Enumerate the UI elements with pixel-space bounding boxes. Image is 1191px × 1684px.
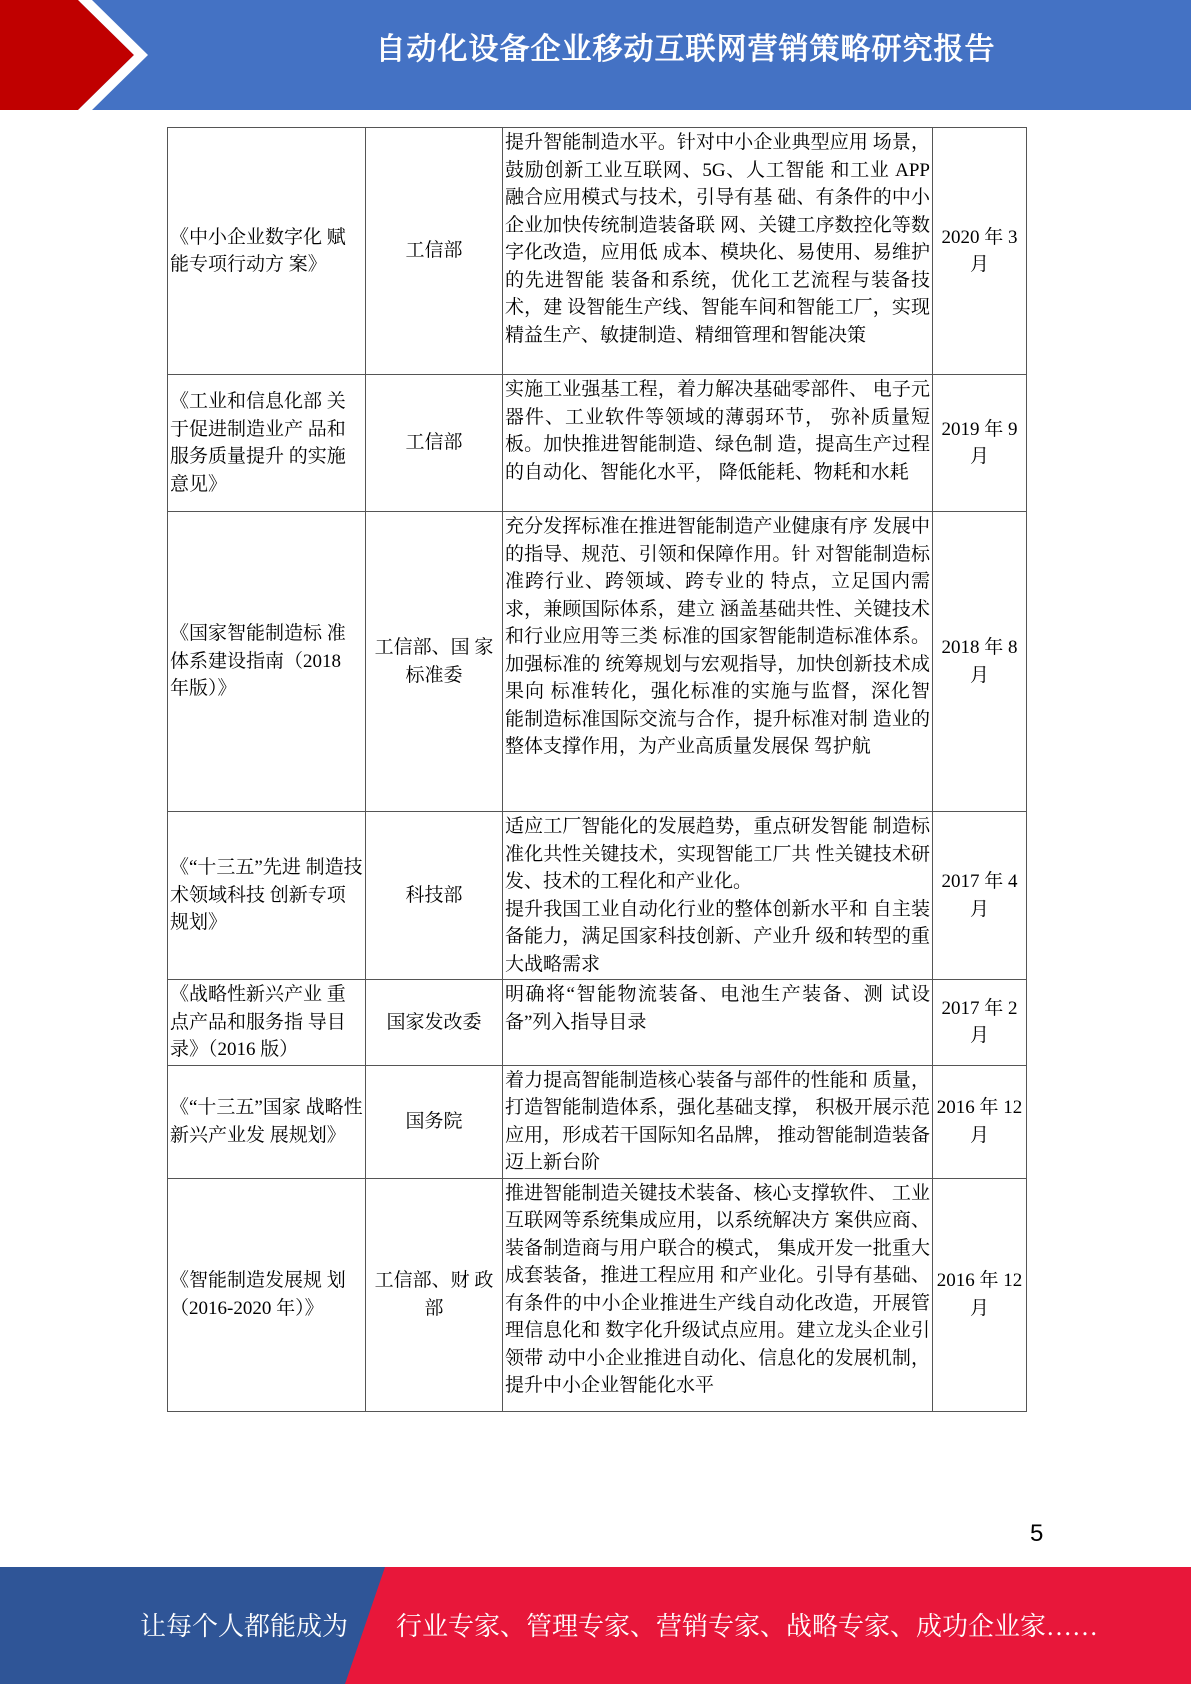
table-row [168, 128, 1027, 375]
header-chevron-icon [0, 0, 160, 110]
policy-content-para1: 适应工厂智能化的发展趋势，重点研发智能 制造标准化共性关键技术，实现智能工厂共 性关键技术研发、技术的工程化和产业化。 [505, 816, 930, 892]
page-number: 5 [1030, 1520, 1044, 1547]
policy-name: 《中小企业数字化 赋能专项行动方 案》 [168, 128, 366, 375]
table-row [168, 375, 1027, 512]
table-row [168, 512, 1027, 812]
policy-date: 2016 年 12 月 [933, 1065, 1027, 1178]
policy-name: 《战略性新兴产业 重点产品和服务指 导目录》（2016 版） [168, 980, 366, 1066]
policy-content-para2: 提升我国工业自动化行业的整体创新水平和 自主装备能力，满足国家科技创新、产业升 级和转型的重大战略需求 [505, 898, 930, 975]
policy-content [503, 1178, 933, 1411]
table-row [168, 1065, 1027, 1178]
page-header [0, 0, 1191, 110]
policy-content: 明确将“智能物流装备、电池生产装备、测 试设备”列入指导目录 [503, 980, 933, 1066]
policy-date: 2019 年 9 月 [933, 375, 1027, 512]
policy-dept: 科技部 [366, 812, 503, 980]
policy-date: 2020 年 3 月 [933, 128, 1027, 375]
policy-dept: 工信部、财 政部 [366, 1178, 503, 1411]
table-row [168, 980, 1027, 1066]
policy-date: 2017 年 2 月 [933, 980, 1027, 1066]
policy-date: 2017 年 4 月 [933, 812, 1027, 980]
policy-content-clip: 推进智能制造关键技术装备、核心支撑软件、 工业互联网等系统集成应用，以系统解决方 案供应商、装备制造商与用户联合的模式， 集成开发一批重大成套装备，推进工程应用 和产业化。引导有基础、有条件的中小企业推进生产线自动化改造，开展管理信息化和 数字化升级试点应用。建立龙头企业引领带 动中小企业推进自动化、信息化的发展机制， 提升中小企业智能化水平 [505, 1182, 930, 1396]
footer-slogan-left: 让每个人都能成为 [140, 1612, 349, 1641]
policy-name: 《智能制造发展规 划（2016-2020 年）》 [168, 1178, 366, 1411]
policy-dept: 国家发改委 [366, 980, 503, 1066]
policy-content: 着力提高智能制造核心装备与部件的性能和 质量，打造智能制造体系，强化基础支撑， 积极开展示范应用，形成若干国际知名品牌， 推动智能制造装备迈上新台阶 [503, 1065, 933, 1178]
policy-name: 《国家智能制造标 准体系建设指南（2018 年版）》 [168, 512, 366, 812]
table-row [168, 1178, 1027, 1411]
footer-slogan-right: 行业专家、管理专家、营销专家、战略专家、成功企业家…… [396, 1612, 1099, 1641]
page-footer [0, 1567, 1191, 1684]
report-title: 自动化设备企业移动互联网营销策略研究报告 [375, 32, 996, 67]
policy-content: 充分发挥标准在推进智能制造产业健康有序 发展中的指导、规范、引领和保障作用。针 对智能制造标准跨行业、跨领域、跨专业的 特点，立足国内需求，兼顾国际体系，建立 涵盖基础共性、关键技术和行业应用等三类 标准的国家智能制造标准体系。加强标准的 统筹规划与宏观指导，加快创新技术成果向 标准转化，强化标准的实施与监督，深化智 能制造标准国际交流与合作，提升标准对制 造业的整体支撑作用，为产业高质量发展保 驾护航 [503, 512, 933, 812]
footer-blue-slant [345, 1567, 385, 1684]
policy-table [167, 127, 1027, 1412]
policy-dept: 工信部、国 家标准委 [366, 512, 503, 812]
policy-content: 提升智能制造水平。针对中小企业典型应用 场景，鼓励创新工业互联网、5G、人工智能 和工业 APP 融合应用模式与技术，引导有基 础、有条件的中小企业加快传统制造装备联 网、关键工序数控化等数字化改造，应用低 成本、模块化、易使用、易维护的先进智能 装备和系统，优化工艺流程与装备技术，建 设智能生产线、智能车间和智能工厂，实现 精益生产、敏捷制造、精细管理和智能决策 [503, 128, 933, 375]
policy-dept: 国务院 [366, 1065, 503, 1178]
table-row [168, 812, 1027, 980]
policy-content: 实施工业强基工程，着力解决基础零部件、 电子元器件、工业软件等领域的薄弱环节， 弥补质量短板。加快推进智能制造、绿色制 造，提高生产过程的自动化、智能化水平， 降低能耗、物耗和水耗 [503, 375, 933, 512]
policy-name: 《“十三五”先进 制造技术领域科技 创新专项规划》 [168, 812, 366, 980]
policy-dept: 工信部 [366, 128, 503, 375]
policy-dept: 工信部 [366, 375, 503, 512]
policy-name: 《工业和信息化部 关于促进制造业产 品和服务质量提升 的实施意见》 [168, 375, 366, 512]
policy-name: 《“十三五”国家 战略性新兴产业发 展规划》 [168, 1065, 366, 1178]
policy-date: 2018 年 8 月 [933, 512, 1027, 812]
policy-content [503, 812, 933, 980]
policy-date: 2016 年 12 月 [933, 1178, 1027, 1411]
